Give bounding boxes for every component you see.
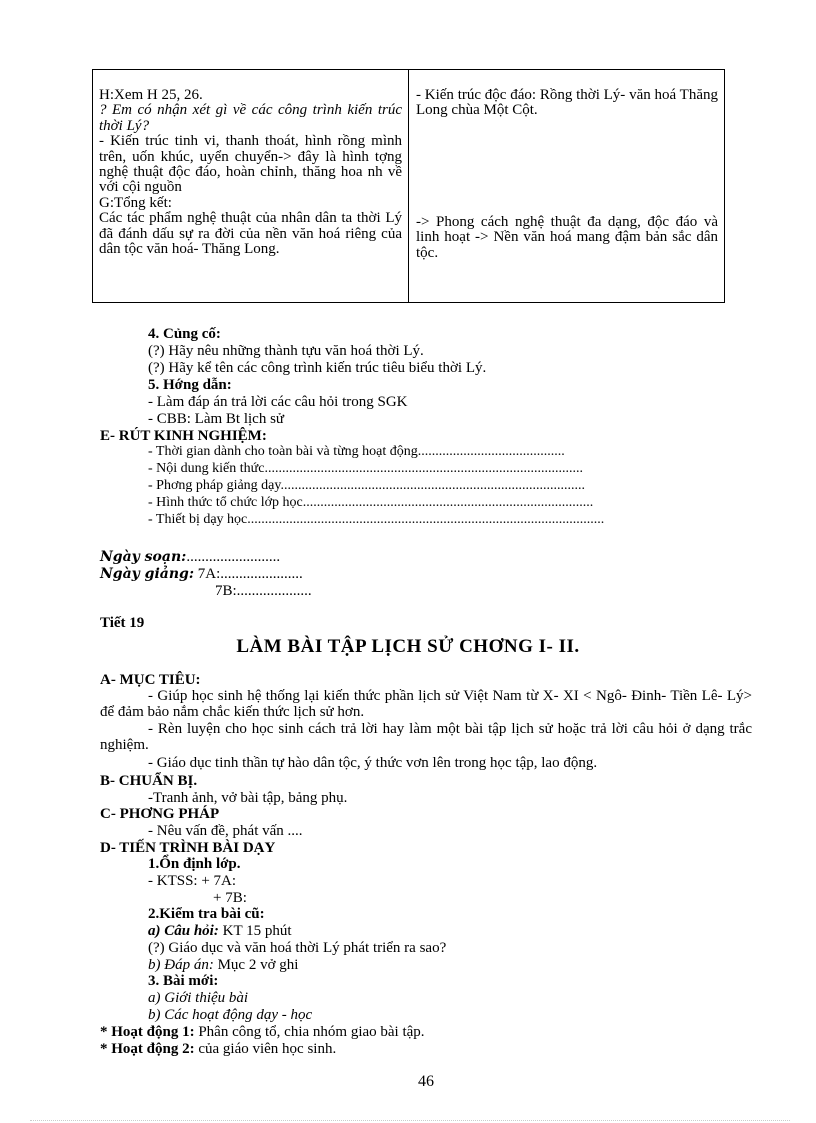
activity-1 — [100, 1024, 425, 1040]
experience-l3: - Phơng pháp giảng dạy....................................................................................... — [148, 478, 585, 493]
page-number: 46 — [418, 1073, 434, 1090]
activity-2-text: của giáo viên học sinh. — [198, 1041, 337, 1057]
guidance-l2: - CBB: Làm Bt lịch sử — [148, 411, 285, 427]
objectives-p3: - Giáo dục tinh thần tự hào dân tộc, ý thức vơn lên trong học tập, lao động. — [148, 755, 598, 771]
activity-1-label: * Hoạt động 1: — [100, 1024, 195, 1040]
guidance-heading: 5. Hớng dẫn: — [148, 377, 232, 393]
teach-date-label: Ngày giảng: — [100, 566, 194, 582]
compose-date — [100, 549, 280, 565]
consolidation-heading: 4. Củng cố: — [148, 326, 221, 342]
procedure-s1: 1.Ổn định lớp. — [148, 856, 241, 872]
table-right-text1: - Kiến trúc độc đáo: Rồng thời Lý- văn hoá Thăng Long chùa Một Cột. — [416, 87, 718, 119]
lesson-title: LÀM BÀI TẬP LỊCH SỬ CHƠNG I- II. — [236, 636, 580, 657]
procedure-question — [148, 923, 292, 939]
answer-text: Mục 2 vở ghi — [217, 957, 299, 973]
activity-2-label: * Hoạt động 2: — [100, 1041, 195, 1057]
procedure-ktss: - KTSS: + 7A: — [148, 873, 237, 889]
procedure-activities: b) Các hoạt động dạy - học — [148, 1007, 313, 1023]
question-label: a) Câu hỏi: — [148, 923, 219, 939]
activity-1-text: Phân công tổ, chia nhóm giao bài tập. — [198, 1024, 425, 1040]
experience-l2: - Nội dung kiến thức........................................................................................... — [148, 461, 583, 476]
objectives-p1: - Giúp học sinh hệ thống lại kiến thức phần lịch sử Việt Nam từ X- XI < Ngô- Đinh- Tiền Lê- Lý> để đảm bảo nắm chắc kiến thức lịch sử hơn. — [100, 688, 752, 720]
table-left-summary: Các tác phẩm nghệ thuật của nhân dân ta thời Lý đã đánh dấu sự ra đời của nền văn hoá riêng của dân tộc văn hoá- Thăng Long. — [99, 210, 402, 258]
procedure-question-sub: (?) Giáo dục và văn hoá thời Lý phát triển ra sao? — [148, 940, 447, 956]
table-left-line1: H:Xem H 25, 26. — [99, 87, 203, 103]
table-left-question: ? Em có nhận xét gì về các công trình kiến trúc thời Lý? — [99, 102, 402, 134]
table-left-answer: - Kiến trúc tinh vi, thanh thoát, hình rồng mình trên, uốn khúc, uyển chuyển-> đây là hình tợng nghệ thuật độc đáo, hoàn chỉnh, thăng hoa nh về với cội nguồn — [99, 133, 402, 196]
preparation-heading: B- CHUẨN BỊ. — [100, 773, 198, 789]
experience-heading: E- RÚT KINH NGHIỆM: — [100, 428, 267, 444]
teach-date-7a: 7A:...................... — [197, 566, 303, 582]
teach-date-7b: 7B:.................... — [215, 583, 312, 599]
answer-label: b) Đáp án: — [148, 957, 214, 973]
procedure-s3: 3. Bài mới: — [148, 973, 219, 989]
procedure-s2: 2.Kiểm tra bài cũ: — [148, 906, 265, 922]
experience-l5: - Thiết bị dạy học...................................................................................................... — [148, 512, 605, 527]
method-l1: - Nêu vấn đề, phát vấn .... — [148, 823, 303, 839]
table-left-summary-label: G:Tổng kết: — [99, 194, 172, 211]
experience-l1: - Thời gian dành cho toàn bài và từng hoạt động.......................................... — [148, 444, 565, 459]
experience-l4: - Hình thức tổ chức lớp học................................................................................... — [148, 495, 594, 510]
method-heading: C- PHƠNG PHÁP — [100, 806, 220, 822]
compose-date-dots: ......................... — [186, 549, 281, 565]
objectives-heading: A- MỤC TIÊU: — [100, 672, 201, 688]
procedure-intro: a) Giới thiệu bài — [148, 990, 249, 1006]
procedure-heading: D- TIẾN TRÌNH BÀI DẠY — [100, 840, 276, 856]
consolidation-q1: (?) Hãy nêu những thành tựu văn hoá thời Lý. — [148, 343, 424, 359]
table-right-text2: -> Phong cách nghệ thuật đa dạng, độc đáo và linh hoạt -> Nền văn hoá mang đậm bản sắc dân tộc. — [416, 213, 718, 261]
procedure-ktss-b: + 7B: — [213, 890, 247, 906]
lesson-table — [92, 69, 725, 303]
objectives-p2: - Rèn luyện cho học sinh cách trả lời hay làm một bài tập lịch sử hoặc trả lời câu hỏi ở dạng trắc nghiệm. — [100, 721, 752, 753]
preparation-l1: -Tranh ảnh, vở bài tập, bảng phụ. — [148, 790, 348, 806]
bottom-rule — [30, 1120, 790, 1121]
procedure-answer — [148, 957, 298, 973]
compose-date-label: Ngày soạn: — [100, 549, 187, 565]
consolidation-q2: (?) Hãy kể tên các công trình kiến trúc tiêu biểu thời Lý. — [148, 360, 487, 376]
guidance-l1: - Làm đáp án trả lời các câu hỏi trong SGK — [148, 394, 408, 410]
lesson-period: Tiết 19 — [100, 615, 145, 631]
table-left-column — [93, 70, 409, 302]
table-right-column — [409, 70, 724, 302]
question-text: KT 15 phút — [222, 923, 292, 939]
activity-2 — [100, 1041, 336, 1057]
teach-date — [100, 566, 303, 582]
